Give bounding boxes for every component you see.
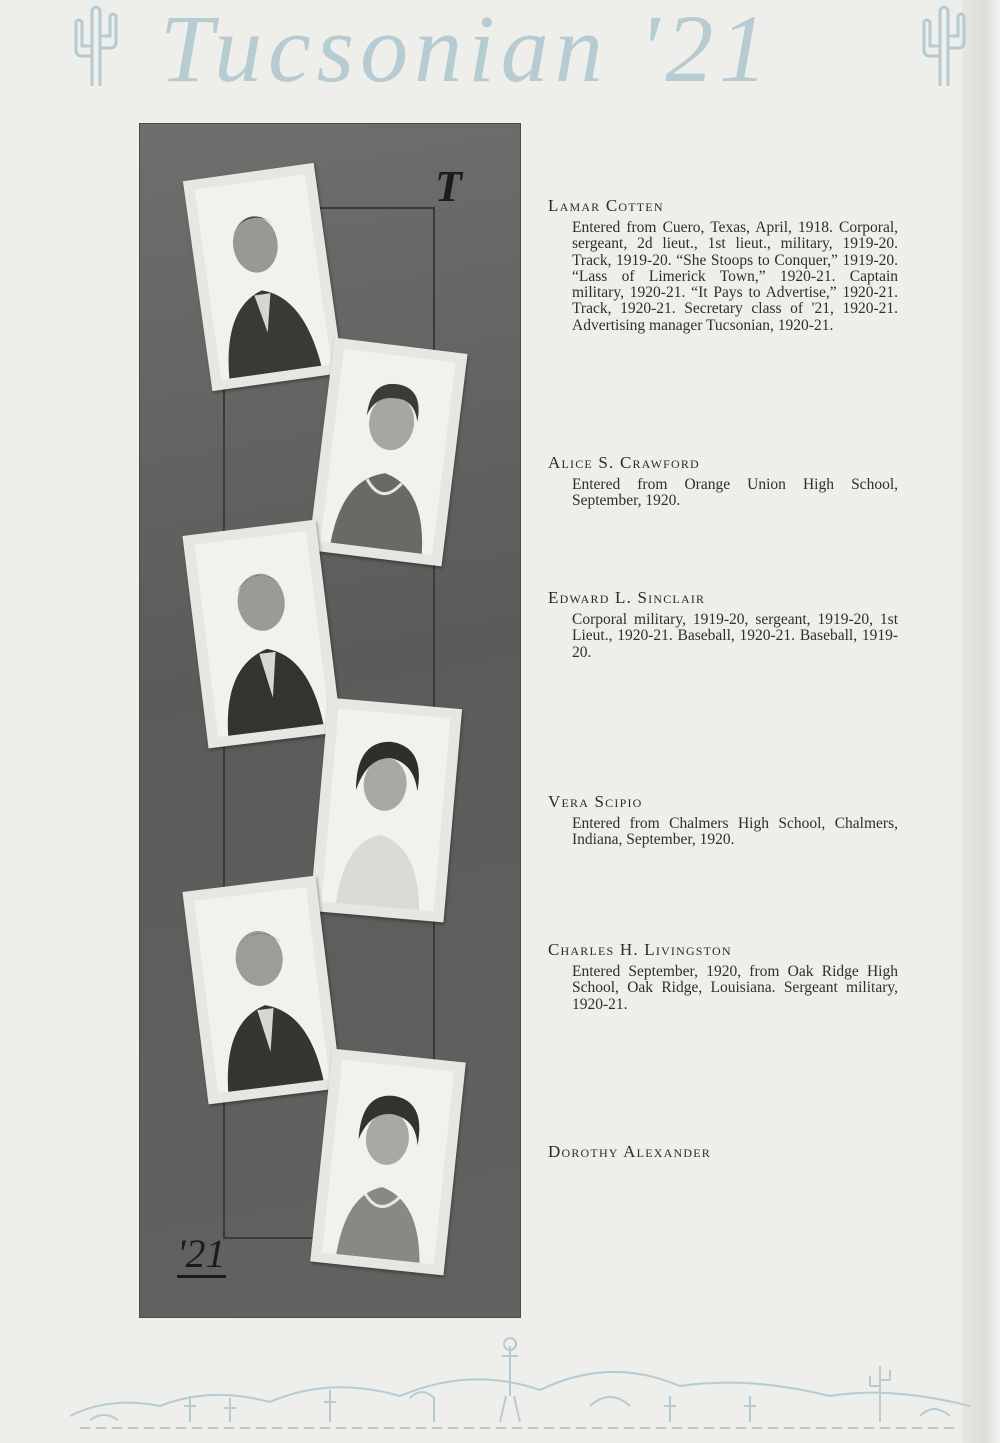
page-title: Tucsonian '21: [160, 0, 774, 102]
page-edge: [962, 0, 1000, 1443]
cactus-icon: [920, 2, 968, 88]
portrait-photo: [310, 1049, 466, 1276]
student-name: Lamar Cotten: [548, 196, 664, 215]
portrait-photo: [182, 876, 341, 1105]
man-portrait-icon: [194, 887, 331, 1093]
portrait-photo: [308, 338, 467, 567]
desert-scene-illustration: [70, 1336, 970, 1436]
student-name: Vera Scipio: [548, 792, 643, 811]
woman-portrait-icon: [321, 708, 451, 911]
senior-entry: [548, 792, 898, 849]
student-name: Edward L. Sinclair: [548, 588, 706, 607]
cactus-icon: [72, 2, 120, 88]
portrait-photo: [183, 163, 343, 391]
student-record: Entered from Orange Union High School, September, 1920.: [572, 476, 898, 510]
portrait-photo: [182, 520, 341, 749]
student-record: Entered from Chalmers High School, Chalmers, Indiana, September, 1920.: [572, 815, 898, 849]
woman-portrait-icon: [320, 349, 457, 555]
student-record: Corporal military, 1919-20, sergeant, 1919-20, 1st Lieut., 1920-21. Baseball, 1920-21. Baseball, 1919-20.: [572, 611, 898, 661]
student-name: Dorothy Alexander: [548, 1142, 711, 1161]
senior-entry: [548, 1142, 898, 1166]
woman-portrait-icon: [321, 1060, 455, 1265]
portrait-photo: [310, 698, 462, 923]
student-record: Entered September, 1920, from Oak Ridge High School, Oak Ridge, Louisiana. Sergeant military, 1920-21.: [572, 963, 898, 1013]
man-portrait-icon: [194, 531, 331, 737]
senior-entry: [548, 453, 898, 510]
portrait-panel: [139, 123, 521, 1318]
panel-year: '21: [177, 1231, 226, 1276]
man-portrait-icon: [194, 174, 332, 380]
panel-initial: T: [435, 162, 462, 211]
senior-entry: [548, 196, 898, 334]
student-name: Alice S. Crawford: [548, 453, 700, 472]
student-record: Entered from Cuero, Texas, April, 1918. Corporal, sergeant, 2d lieut., 1st lieut., military, 1919-20. Track, 1919-20. “She Stoops to Conquer,” 1919-20. “Lass of Limerick Town,” 1920-21. Captain military, 1920-21. “It Pays to Advertise,” 1920-21. Track, 1920-21. Secretary class of '21, 1920-21. Advertising manager Tucsonian, 1920-21.: [572, 219, 898, 334]
senior-entry: [548, 940, 898, 1013]
senior-entry: [548, 588, 898, 661]
student-name: Charles H. Livingston: [548, 940, 732, 959]
